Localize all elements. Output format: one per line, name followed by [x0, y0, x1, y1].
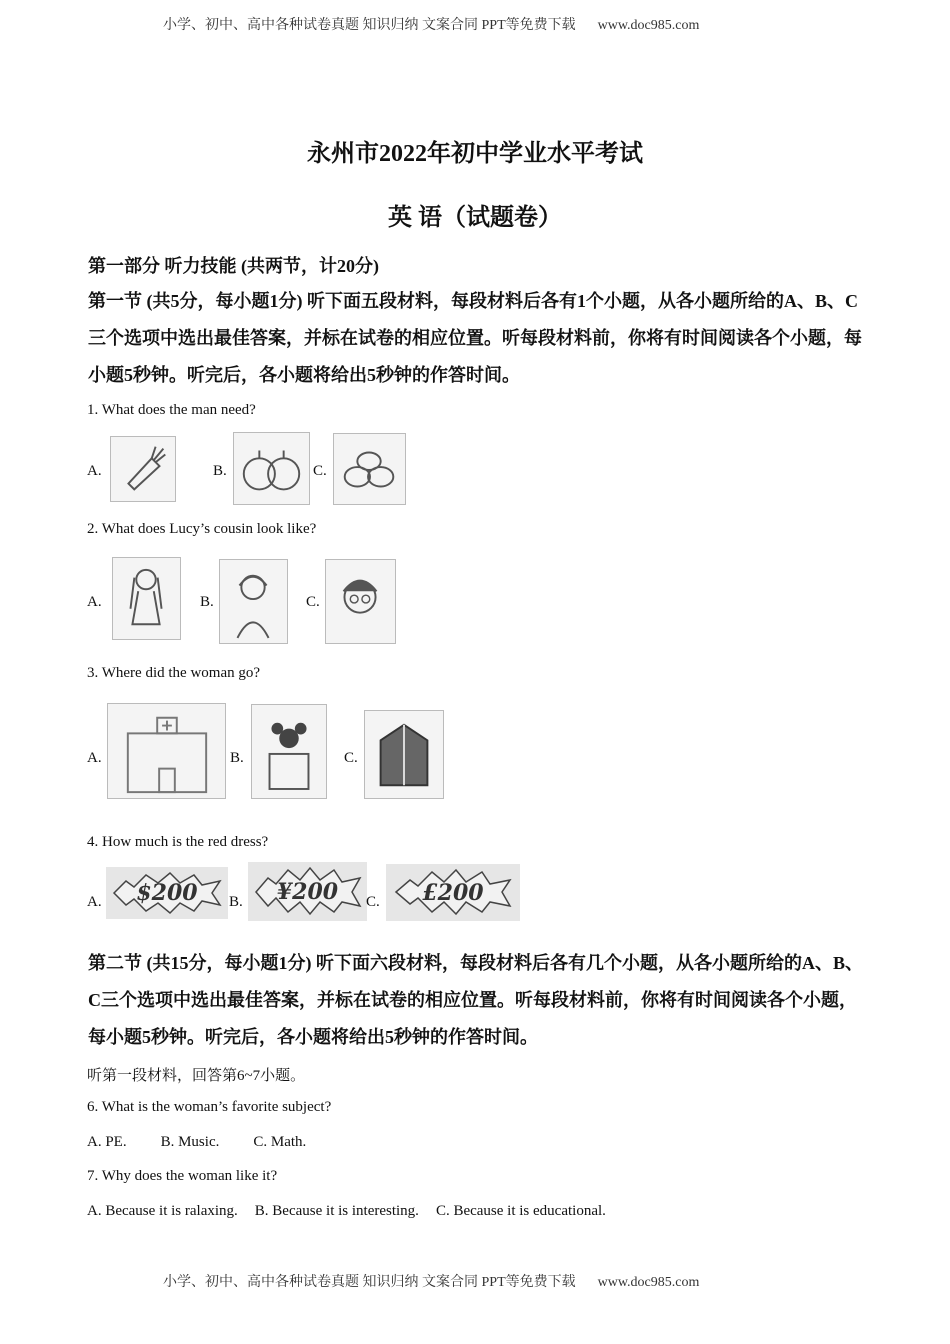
question-2: 2. What does Lucy’s cousin look like? [87, 521, 317, 537]
footer-text: 小学、初中、高中各种试卷真题 知识归纳 文案合同 PPT等免费下载 [163, 1275, 576, 1290]
q1-option-c-label: C. [313, 463, 327, 479]
header-text: 小学、初中、高中各种试卷真题 知识归纳 文案合同 PPT等免费下载 [163, 18, 576, 33]
q3-hospital-image [107, 703, 226, 799]
q7-option-a: A. Because it is ralaxing. [87, 1203, 238, 1219]
page-subtitle: 英 语（试题卷） [388, 205, 562, 231]
page-title: 永州市2022年初中学业水平考试 [307, 141, 643, 167]
q1-option-b-label: B. [213, 463, 227, 479]
q1-carrot-image [110, 436, 176, 502]
q2-long-hair-girl-image [112, 557, 181, 640]
q4-price-pound-text: £200 [422, 879, 484, 906]
material-1-instruction: 听第一段材料，回答第6~7小题。 [87, 1068, 306, 1084]
q3-bookstore-image [364, 710, 444, 799]
q2-option-a-label: A. [87, 594, 102, 610]
q4-price-dollar-text: $200 [136, 880, 198, 906]
question-3: 3. Where did the woman go? [87, 665, 261, 681]
question-1: 1. What does the man need? [87, 402, 256, 418]
footer-site-link[interactable]: www.doc985.com [597, 1275, 700, 1290]
section2-instructions: 第二节 (共15分，每小题1分) 听下面六段材料，每段材料后各有几个小题，从各小题所给的A、B、C三个选项中选出最佳答案，并标在试卷的相应位置。听每段材料前，你将有时间阅读各个小题，每小题5秒钟。听完后，各小题将给出5秒钟的作答时间。 [88, 953, 863, 1047]
q6-options [87, 1134, 306, 1151]
q2-short-hair-girl-image [219, 559, 288, 644]
q6-option-a: A. PE. [87, 1134, 127, 1150]
q1-potato-image [333, 433, 406, 505]
q7-option-b: B. Because it is interesting. [254, 1203, 419, 1219]
q6-option-b: B. Music. [160, 1134, 220, 1150]
q2-option-b-label: B. [200, 594, 214, 610]
q1-option-a-label: A. [87, 463, 102, 479]
page-header [163, 14, 699, 34]
q3-theme-park-image [251, 704, 327, 799]
q3-option-a-label: A. [87, 750, 102, 766]
q4-price-dollar-tag [106, 867, 228, 919]
q3-option-b-label: B. [230, 750, 244, 766]
q4-price-yuan-text: ¥200 [276, 878, 339, 905]
q4-price-pound-tag [386, 864, 520, 921]
q4-option-b-label: B. [229, 894, 243, 910]
question-7: 7. Why does the woman like it? [87, 1168, 278, 1184]
question-4: 4. How much is the red dress? [87, 834, 269, 850]
header-site-link[interactable]: www.doc985.com [597, 18, 700, 33]
q4-option-c-label: C. [366, 894, 380, 910]
q7-option-c: C. Because it is educational. [435, 1203, 606, 1219]
q1-tomato-image [233, 432, 310, 505]
q2-glasses-boy-image [325, 559, 396, 644]
q3-option-c-label: C. [344, 750, 358, 766]
q4-price-yuan-tag [248, 862, 367, 921]
q4-option-a-label: A. [87, 894, 102, 910]
question-6: 6. What is the woman’s favorite subject? [87, 1099, 332, 1115]
section1-instructions: 第一节 (共5分，每小题1分) 听下面五段材料，每段材料后各有1个小题，从各小题所给的A、B、C三个选项中选出最佳答案，并标在试卷的相应位置。听每段材料前，你将有时间阅读各个小题，每小题5秒钟。听完后，各小题将给出5秒钟的作答时间。 [88, 291, 862, 385]
q7-options [87, 1203, 606, 1220]
page-footer [163, 1271, 699, 1291]
q6-option-c: C. Math. [253, 1134, 307, 1150]
q2-option-c-label: C. [306, 594, 320, 610]
part1-heading: 第一部分 听力技能 (共两节，计20分) [88, 256, 379, 276]
